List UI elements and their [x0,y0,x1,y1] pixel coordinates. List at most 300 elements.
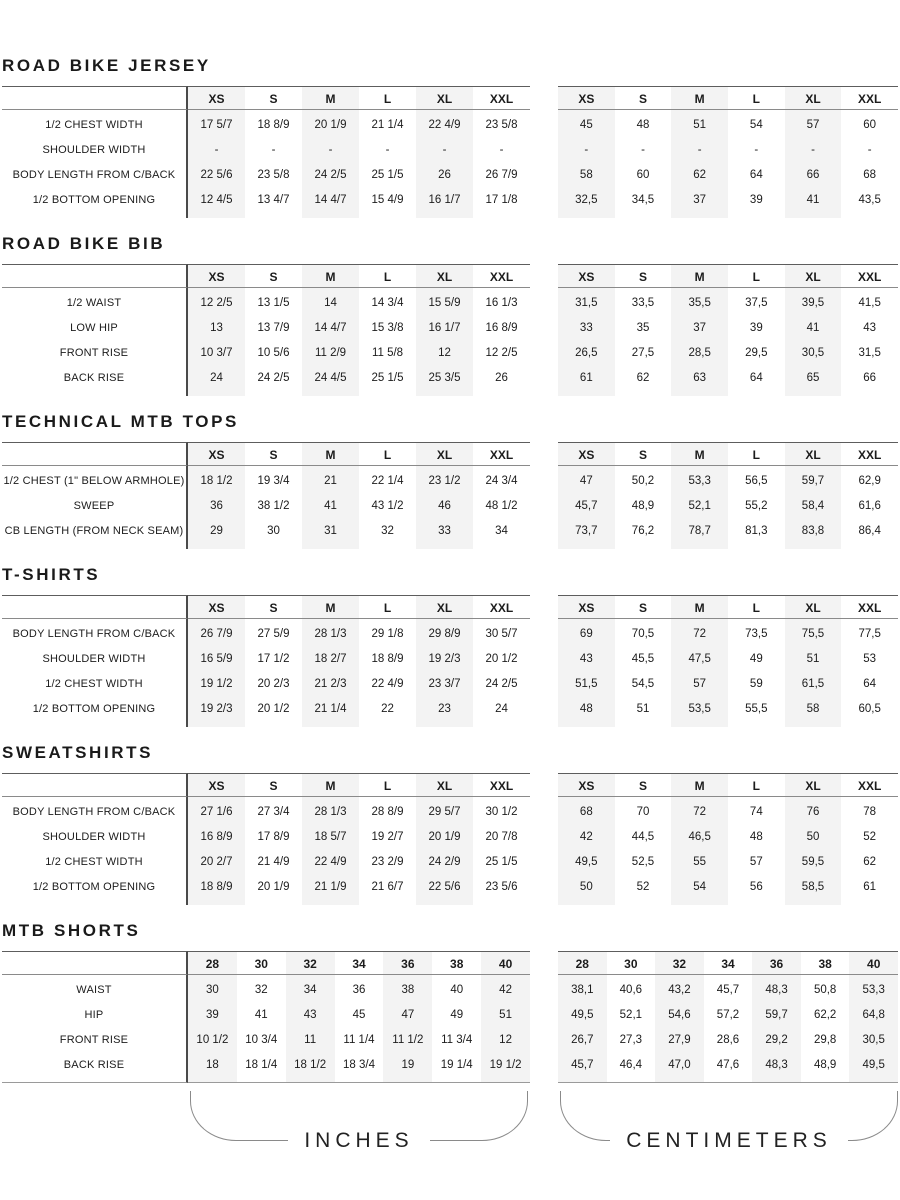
size-header-cell: 32 [655,951,704,975]
value-cell: 18 8/9 [371,653,404,665]
value-cell: 52,1 [671,494,728,519]
value-cell: 55 [671,850,728,875]
value-cell: 51 [785,647,842,672]
value-cell: 46,4 [607,1053,656,1083]
value-cell: 54,5 [631,678,655,690]
value-cell: 49,5 [558,1003,607,1028]
value-cell: 23 3/7 [416,672,473,697]
value-cell: 18 1/4 [237,1053,286,1083]
value-cell: 43 [558,647,615,672]
size-header-cell: M [302,773,359,797]
value-cell: 13 4/7 [257,194,290,206]
row-label: FRONT RISE [2,1028,188,1053]
size-chart-section [2,234,898,396]
value-cell: 76 [785,797,842,825]
value-cell: 14 [302,288,359,316]
value-cell: 13 7/9 [257,322,290,334]
value-cell: 45,7 [558,1053,607,1083]
value-cell: 54 [749,119,763,131]
value-cell: 73,5 [745,628,768,640]
value-cell: 26 7/9 [188,619,245,647]
size-header-cell: XXL [473,595,530,619]
size-header-cell: S [615,773,672,797]
value-cell: - [641,144,645,156]
size-header-cell: XS [188,595,245,619]
size-chart-section [2,412,898,549]
size-header-cell: S [245,86,302,110]
value-cell: 18 5/7 [302,825,359,850]
value-cell: 38 1/2 [257,500,290,512]
section-title: ROAD BIKE BIB [2,234,166,253]
value-cell: 20 1/9 [302,110,359,138]
value-cell: 30 [267,525,280,537]
value-cell: 37,5 [745,297,768,309]
value-cell: 20 1/9 [257,881,290,893]
size-header-cell: 36 [383,951,432,975]
size-header-cell: M [671,595,728,619]
value-cell: 10 3/7 [188,341,245,366]
brace-spacer [2,1091,190,1151]
value-cell: 24 4/5 [302,366,359,396]
centimeters-label: CENTIMETERS [626,1129,832,1152]
size-header-cell: S [245,264,302,288]
value-cell: 58,5 [785,875,842,905]
value-cell: 78,7 [671,519,728,549]
value-cell: 29 1/8 [371,628,404,640]
size-header-cell: XXL [473,86,530,110]
size-header-cell: L [359,773,416,797]
value-cell: 65 [785,366,842,396]
value-cell: - [558,138,615,163]
centimeters-table [558,86,898,218]
value-cell: 29,2 [752,1028,801,1053]
value-cell: 15 4/9 [371,194,404,206]
value-cell: 58,4 [785,494,842,519]
value-cell: - [302,138,359,163]
value-cell: 24 2/5 [485,678,518,690]
size-header-cell: XL [785,773,842,797]
size-header-cell: XXL [841,264,898,288]
value-cell: 59,7 [752,1003,801,1028]
size-header-cell: XS [188,442,245,466]
value-cell: 20 2/7 [188,850,245,875]
value-cell: 10 3/4 [245,1034,278,1046]
row-label: CB LENGTH (FROM NECK SEAM) [2,519,188,549]
size-header-cell: S [245,442,302,466]
value-cell: 41 [785,316,842,341]
value-cell: 28 1/3 [302,619,359,647]
value-cell: 53,3 [849,975,898,1003]
value-cell: 39 [188,1003,237,1028]
value-cell: 62,2 [813,1009,837,1021]
size-header-cell: M [671,86,728,110]
section-title: TECHNICAL MTB TOPS [2,412,239,431]
value-cell: 18 2/7 [302,647,359,672]
section-tables [2,773,898,905]
value-cell: 53,3 [671,466,728,494]
centimeters-table [558,442,898,549]
value-cell: 29 5/7 [416,797,473,825]
size-header-cell: 28 [188,951,237,975]
size-header-cell: 30 [607,951,656,975]
value-cell: 22 5/6 [188,163,245,188]
size-header-cell: L [728,86,785,110]
value-cell: 45 [558,110,615,138]
brace-curve-right [852,1091,898,1141]
value-cell: 66 [863,372,877,384]
size-header-cell: XL [416,442,473,466]
value-cell: 20 1/2 [257,703,290,715]
size-header-cell: S [245,773,302,797]
value-cell: 46,5 [671,825,728,850]
tables-gap [530,442,558,549]
value-cell: - [188,138,245,163]
value-cell: 19 2/3 [416,647,473,672]
value-cell: 68 [558,797,615,825]
value-cell: 59,7 [785,466,842,494]
value-cell: 18 8/9 [188,875,245,905]
value-cell: 30,5 [849,1028,898,1053]
value-cell: - [499,144,504,156]
value-cell: 23 5/8 [485,119,518,131]
row-label: BODY LENGTH FROM C/BACK [2,163,188,188]
value-cell: 33,5 [631,297,655,309]
value-cell: 49 [749,653,763,665]
inches-table [2,264,530,396]
value-cell: 21 4/9 [257,856,290,868]
value-cell: 10 5/6 [257,347,290,359]
size-header-cell: XL [785,595,842,619]
size-header-cell: M [302,264,359,288]
value-cell: 57 [749,856,763,868]
row-label: 1/2 CHEST (1" BELOW ARMHOLE) [2,466,188,494]
value-cell: 16 1/3 [485,297,518,309]
value-cell: 47 [558,466,615,494]
value-cell: 47 [383,1003,432,1028]
value-cell: 17 5/7 [188,110,245,138]
corner-cell [2,264,188,288]
value-cell: 63 [671,366,728,396]
value-cell: 53 [863,653,877,665]
value-cell: 15 3/8 [371,322,404,334]
value-cell: 18 8/9 [257,119,290,131]
row-label: 1/2 CHEST WIDTH [2,850,188,875]
value-cell: 56,5 [745,475,768,487]
value-cell: 62,9 [858,475,881,487]
value-cell: - [416,138,473,163]
row-label: 1/2 WAIST [2,288,188,316]
value-cell: 21 6/7 [371,881,404,893]
size-header-cell: XXL [473,264,530,288]
size-header-cell: L [359,595,416,619]
value-cell: 23 [416,697,473,727]
value-cell: - [271,144,276,156]
value-cell: 12 2/5 [188,288,245,316]
centimeters-table [558,773,898,905]
size-header-cell: L [359,264,416,288]
row-label: SHOULDER WIDTH [2,825,188,850]
value-cell: 49 [450,1009,464,1021]
value-cell: 59,5 [785,850,842,875]
value-cell: 64 [749,169,763,181]
value-cell: 14 3/4 [371,297,404,309]
value-cell: 55,5 [745,703,768,715]
size-header-cell: M [302,442,359,466]
value-cell: 26 [495,372,508,384]
value-cell: 40,6 [619,984,643,996]
value-cell: 42 [558,825,615,850]
tables-gap [530,86,558,218]
value-cell: 48 [558,697,615,727]
value-cell: 58 [558,163,615,188]
value-cell: 39 [749,322,763,334]
value-cell: 41 [254,1009,268,1021]
value-cell: 61,6 [858,500,881,512]
value-cell: 30 5/7 [485,628,518,640]
value-cell: 28,5 [671,341,728,366]
value-cell: 32 [254,984,268,996]
size-header-cell: S [615,264,672,288]
value-cell: 24 2/9 [416,850,473,875]
size-header-cell: XL [416,773,473,797]
value-cell: 54 [671,875,728,905]
value-cell: 14 4/7 [302,188,359,218]
size-header-cell: M [671,773,728,797]
size-chart-section [2,56,898,218]
row-label: SWEEP [2,494,188,519]
value-cell: 27 3/4 [257,806,290,818]
row-label: SHOULDER WIDTH [2,647,188,672]
value-cell: 70,5 [631,628,655,640]
brace-line [236,1091,288,1141]
inches-table [2,86,530,218]
value-cell: 19 2/3 [188,697,245,727]
value-cell: 27,5 [631,347,655,359]
value-cell: 29 [188,519,245,549]
section-title: T-SHIRTS [2,565,101,584]
value-cell: 12 4/5 [188,188,245,218]
value-cell: 17 1/8 [485,194,518,206]
value-cell: 25 1/5 [371,372,404,384]
value-cell: 41 [785,188,842,218]
brace-curve-left [560,1091,606,1141]
value-cell: 32,5 [558,188,615,218]
value-cell: 50 [785,825,842,850]
value-cell: 60,5 [858,703,881,715]
row-label: 1/2 BOTTOM OPENING [2,875,188,905]
value-cell: 48,9 [801,1053,850,1083]
size-header-cell: XS [188,773,245,797]
value-cell: 16 8/9 [485,322,518,334]
section-tables [2,595,898,727]
size-header-cell: 34 [335,951,384,975]
value-cell: 75,5 [785,619,842,647]
size-chart-page [2,56,898,1151]
value-cell: 48,3 [752,1053,801,1083]
size-header-cell: XL [785,264,842,288]
value-cell: 45,5 [631,653,655,665]
value-cell: 51 [671,110,728,138]
size-header-cell: XXL [473,442,530,466]
value-cell: 48 1/2 [485,500,518,512]
value-cell: 19 3/4 [257,475,290,487]
value-cell: 27 5/9 [257,628,290,640]
value-cell: 62 [863,856,877,868]
size-header-cell: L [728,595,785,619]
size-header-cell: 34 [704,951,753,975]
value-cell: 26 7/9 [485,169,518,181]
value-cell: 86,4 [858,525,881,537]
value-cell: 35 [636,322,650,334]
value-cell: 25 1/5 [371,169,404,181]
value-cell: 23 5/8 [257,169,290,181]
value-cell: 43 [863,322,877,334]
value-cell: 41 [302,494,359,519]
value-cell: 54,6 [655,1003,704,1028]
value-cell: 60 [636,169,650,181]
value-cell: 59 [749,678,763,690]
tables-gap [530,773,558,905]
value-cell: 22 4/9 [371,678,404,690]
value-cell: 46 [416,494,473,519]
centimeters-table [558,595,898,727]
row-label: SHOULDER WIDTH [2,138,188,163]
value-cell: 76,2 [631,525,655,537]
corner-cell [2,86,188,110]
value-cell: 38,1 [558,975,607,1003]
value-cell: 57 [785,110,842,138]
row-label: BACK RISE [2,1053,188,1083]
value-cell: 27 1/6 [188,797,245,825]
value-cell: - [785,138,842,163]
value-cell: 18 1/2 [188,466,245,494]
value-cell: 74 [749,806,763,818]
value-cell: 37 [671,316,728,341]
size-header-cell: M [671,442,728,466]
size-header-cell: 32 [286,951,335,975]
value-cell: 11 3/4 [441,1034,473,1046]
size-header-cell: L [359,86,416,110]
brace-curve-right [482,1091,528,1141]
size-header-cell: L [728,773,785,797]
value-cell: 11 2/9 [302,341,359,366]
tables-gap [530,595,558,727]
size-header-cell: 28 [558,951,607,975]
value-cell: - [385,144,390,156]
row-label: HIP [2,1003,188,1028]
value-cell: 55,2 [745,500,768,512]
value-cell: 21 1/9 [302,875,359,905]
value-cell: 61,5 [785,672,842,697]
value-cell: 48 [636,119,650,131]
value-cell: 68 [863,169,877,181]
size-header-cell: XS [558,264,615,288]
value-cell: 26,7 [558,1028,607,1053]
value-cell: - [867,144,872,156]
value-cell: 43,5 [858,194,881,206]
section-title: SWEATSHIRTS [2,743,154,762]
value-cell: 60 [863,119,877,131]
size-header-cell: M [671,264,728,288]
value-cell: 61 [558,366,615,396]
value-cell: 24 3/4 [485,475,518,487]
value-cell: 15 5/9 [416,288,473,316]
value-cell: 39,5 [785,288,842,316]
size-header-cell: L [359,442,416,466]
tables-gap [530,264,558,396]
value-cell: 52,1 [619,1009,643,1021]
value-cell: 31 [302,519,359,549]
centimeters-table [558,951,898,1083]
value-cell: 28,6 [716,1034,740,1046]
size-header-cell: S [615,595,672,619]
value-cell: 34,5 [631,194,655,206]
value-cell: 24 2/5 [257,372,290,384]
size-header-cell: XL [785,86,842,110]
size-header-cell: 36 [752,951,801,975]
value-cell: 12 [481,1028,530,1053]
centimeters-table [558,264,898,396]
value-cell: 57,2 [716,1009,740,1021]
inches-table [2,773,530,905]
brace-line [430,1091,482,1141]
value-cell: 61 [863,881,877,893]
size-header-cell: XL [416,86,473,110]
value-cell: 33 [416,519,473,549]
brace-curve-left [190,1091,236,1141]
section-title: ROAD BIKE JERSEY [2,56,211,75]
corner-cell [2,442,188,466]
value-cell: 48,9 [631,500,655,512]
value-cell: 26,5 [558,341,615,366]
value-cell: - [754,144,759,156]
value-cell: 23 2/9 [371,856,404,868]
value-cell: 36 [188,494,245,519]
value-cell: 52,5 [631,856,655,868]
row-label: 1/2 CHEST WIDTH [2,672,188,697]
value-cell: 57 [671,672,728,697]
size-chart-section [2,921,898,1083]
value-cell: 47,5 [671,647,728,672]
value-cell: 56 [749,881,763,893]
value-cell: 32 [381,525,394,537]
value-cell: 78 [863,806,877,818]
section-tables [2,951,898,1083]
value-cell: 16 1/7 [416,188,473,218]
value-cell: 16 1/7 [416,316,473,341]
value-cell: 20 2/3 [257,678,290,690]
value-cell: 24 [188,366,245,396]
value-cell: 13 [188,316,245,341]
value-cell: 38 [383,975,432,1003]
value-cell: 21 1/4 [302,697,359,727]
value-cell: 29,8 [813,1034,837,1046]
row-label: 1/2 CHEST WIDTH [2,110,188,138]
value-cell: 21 1/4 [371,119,404,131]
value-cell: 22 1/4 [371,475,404,487]
value-cell: 64 [863,678,877,690]
value-cell: 45,7 [716,984,740,996]
value-cell: 25 1/5 [485,856,518,868]
section-tables [2,442,898,549]
size-header-cell: XXL [841,442,898,466]
value-cell: 69 [558,619,615,647]
size-header-cell: XXL [841,595,898,619]
size-header-cell: XS [558,773,615,797]
value-cell: 28 8/9 [371,806,404,818]
corner-cell [2,773,188,797]
value-cell: 50 [558,875,615,905]
